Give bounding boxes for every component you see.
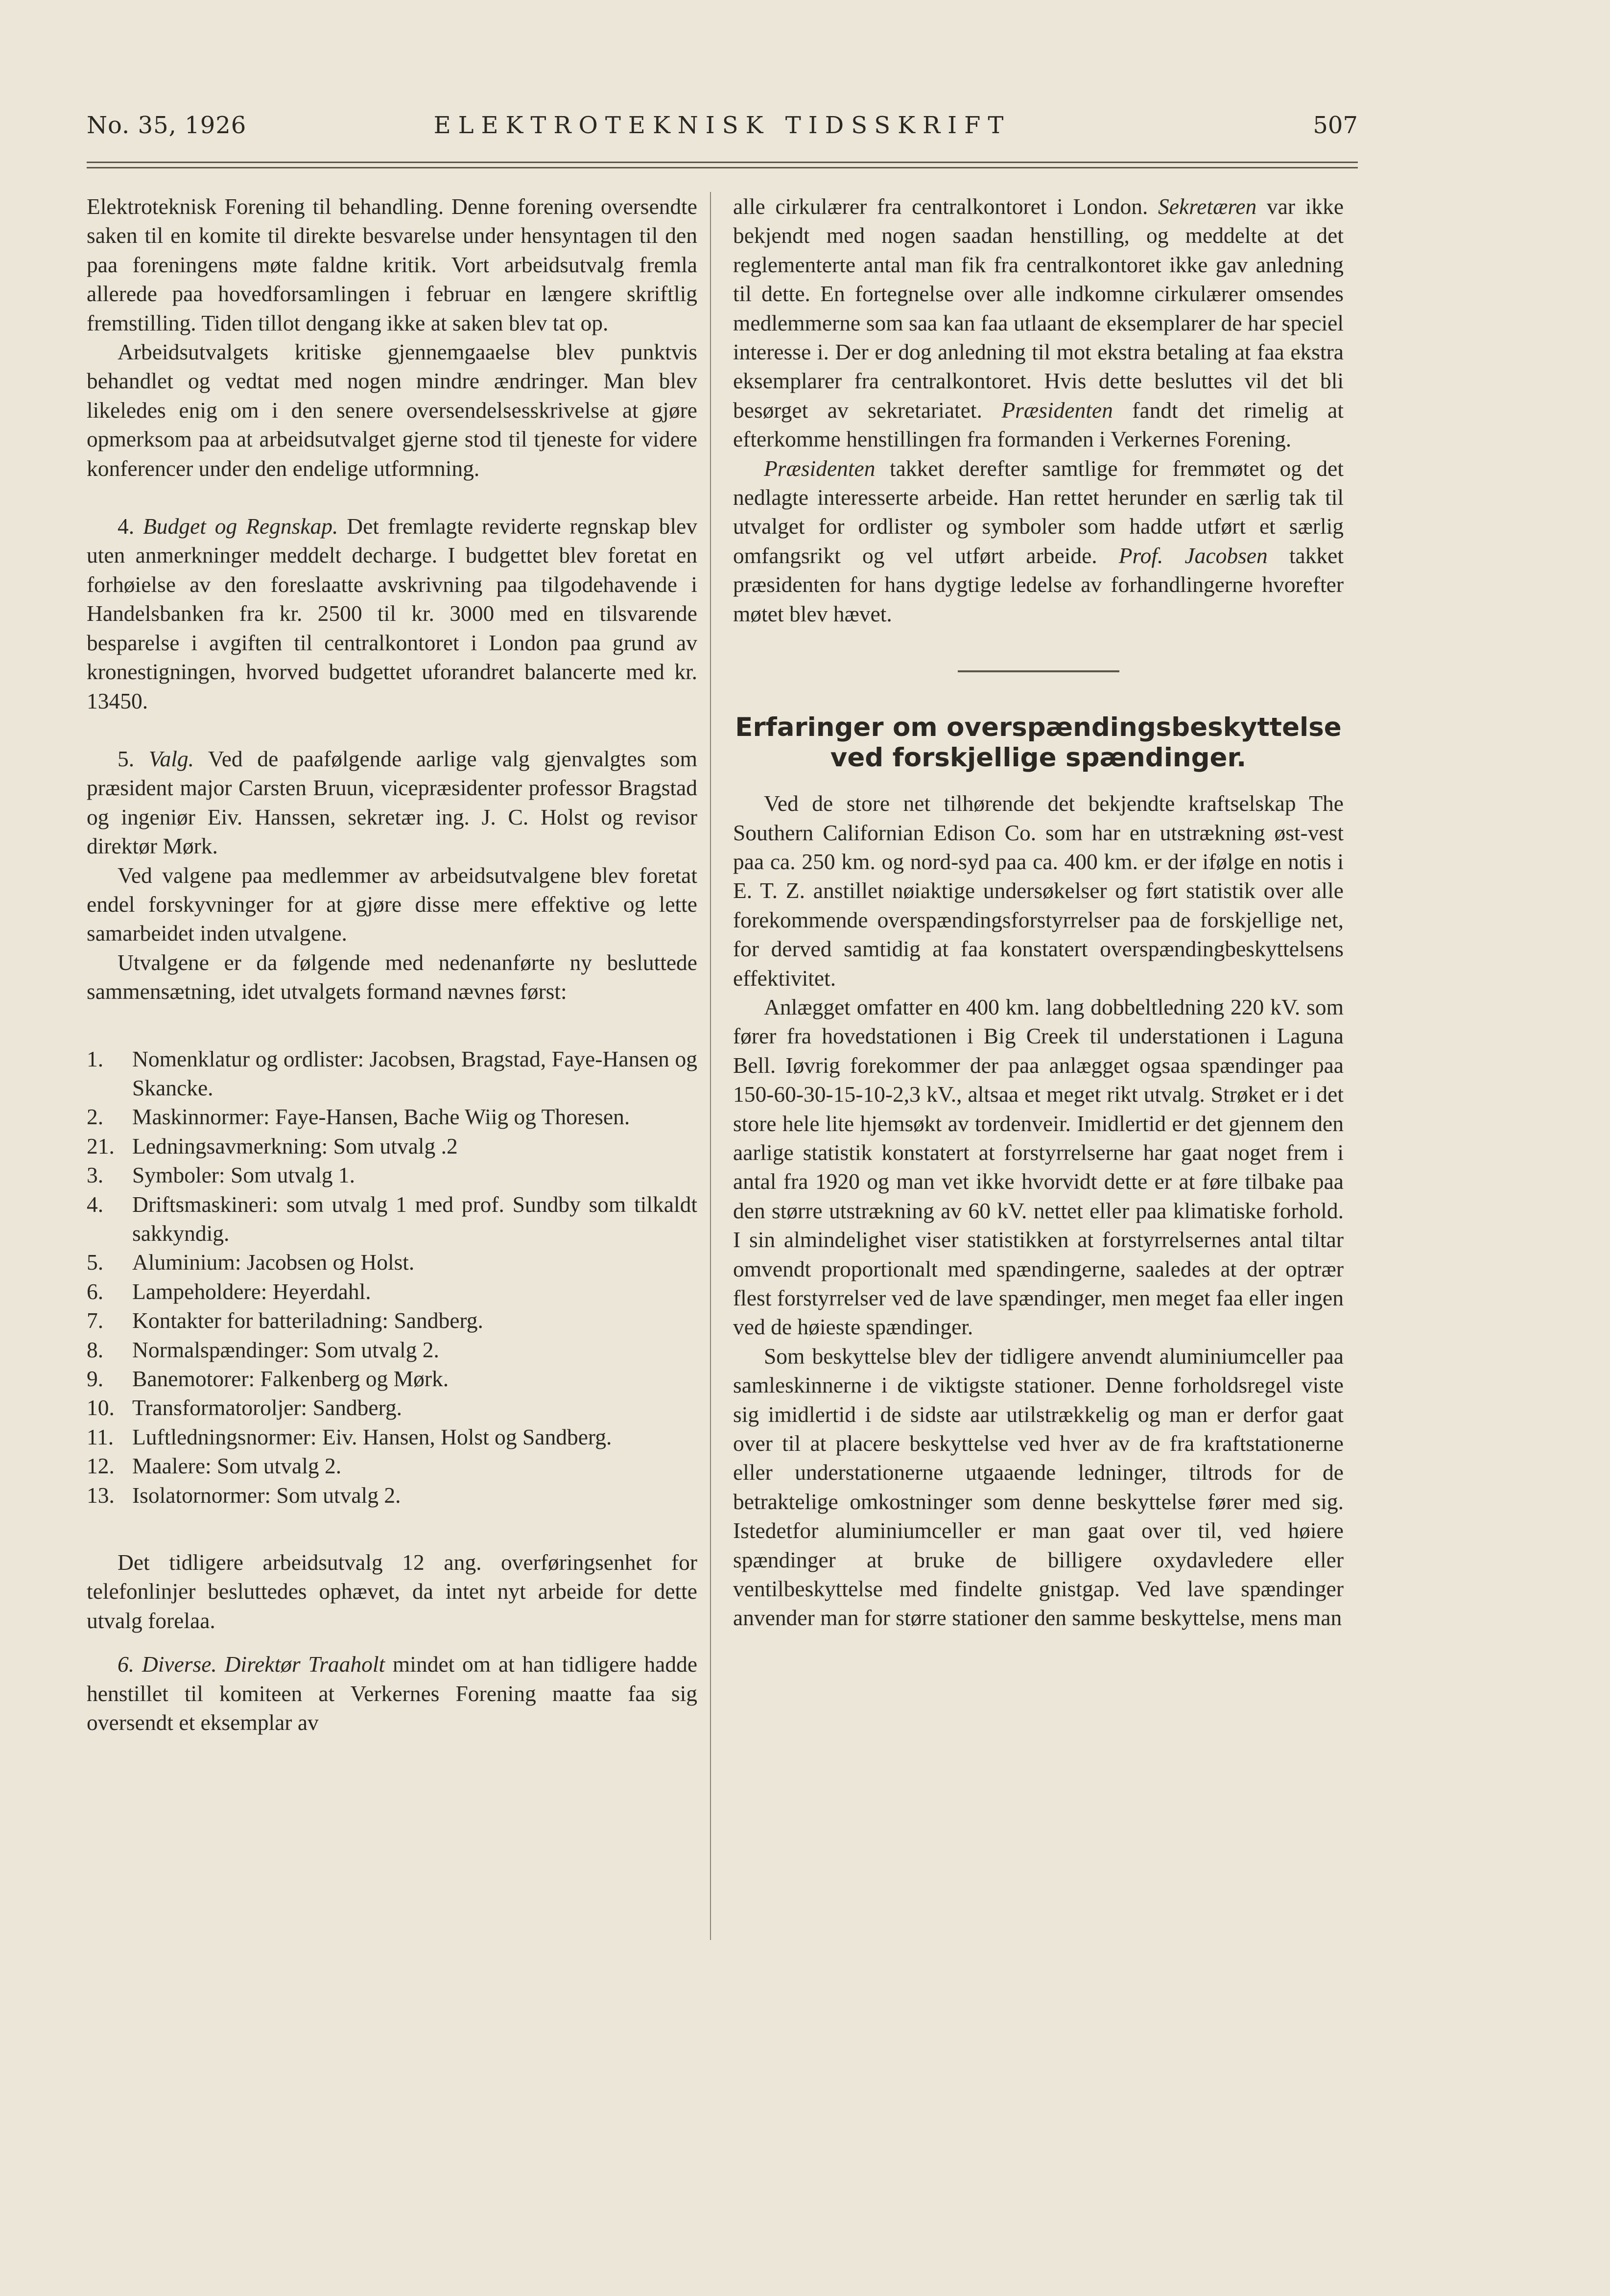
committee-item	[87, 1160, 697, 1189]
committee-number: 11.	[87, 1424, 114, 1449]
committee-text: Isolatornormer: Som utvalg 2.	[132, 1482, 401, 1508]
person-name: Direktør Traaholt	[224, 1652, 385, 1677]
journal-title: ELEKTROTEKNISK TIDSSKRIFT	[433, 112, 1011, 139]
committee-list	[87, 1044, 697, 1510]
committee-item	[87, 1393, 697, 1422]
committee-number: 8.	[87, 1337, 104, 1362]
committee-text: Nomenklatur og ordlister: Jacobsen, Bragstad, Faye-Hansen og Skancke.	[132, 1046, 697, 1100]
person-role: Præsidenten	[764, 455, 876, 481]
paragraph	[733, 192, 1344, 454]
text-run: alle cirkulærer fra centralkontoret i London.	[733, 194, 1148, 219]
column-divider	[710, 192, 711, 1940]
paragraph	[733, 454, 1344, 628]
issue-number: No. 35, 1926	[87, 112, 247, 139]
committee-number: 4.	[87, 1191, 104, 1217]
committee-text: Driftsmaskineri: som utvalg 1 med prof. Sundby som tilkaldt sakkyndig.	[132, 1191, 697, 1246]
committee-number: 9.	[87, 1366, 104, 1392]
section-heading: Valg.	[148, 746, 194, 771]
committee-text: Ledningsavmerkning: Som utvalg .2	[132, 1133, 458, 1159]
running-header	[87, 112, 1358, 146]
committee-number: 12.	[87, 1453, 115, 1479]
committee-item	[87, 1451, 697, 1480]
committee-item	[87, 1044, 697, 1103]
committee-item	[87, 1481, 697, 1510]
article-title-line: Erfaringer om overspændingsbeskyttelse	[735, 712, 1342, 743]
committee-item	[87, 1102, 697, 1131]
committee-number: 6.	[87, 1278, 104, 1304]
left-column	[87, 192, 697, 1737]
committee-text: Lampeholdere: Heyerdahl.	[132, 1278, 371, 1304]
section-separator	[958, 670, 1119, 672]
page-number: 507	[1313, 112, 1358, 139]
paragraph: Anlægget omfatter en 400 km. lang dobbeltledning 220 kV. som fører fra hovedstationen i Big Creek til understationen i Laguna Bell. Iøvrig forekommer der paa anlægget ogsaa spændinger paa 150-60-30-15-10-2,3 kV., altsaa et meget rikt utvalg. Strøket er i det store hele lite hjemsøkt av tordenveir. Imidlertid er det gjennem den aarlige statistik konstatert at forstyrrelserne har gaat noget frem i antal fra 1920 og man vet ikke hvorvidt dette er at føre tilbake paa den større utstrækning av 60 kV. nettet eller paa klimatiske forhold. I sin almindelighet viser statistikken at forstyrrelsernes antal tiltar omvendt proportionalt med spændingerne, saaledes at der optrær flest forstyrrelser ved de lave spændinger, men meget faa eller ingen ved de høieste spændinger.	[733, 994, 1344, 1340]
committee-item	[87, 1364, 697, 1393]
committee-text: Luftledningsnormer: Eiv. Hansen, Holst og Sandberg.	[132, 1424, 612, 1449]
section-text: Ved de paafølgende aarlige valg gjenvalgtes som præsident major Carsten Bruun, vicepræsidenter professor Bragstad og ingeniør Eiv. Hanssen, sekretær ing. J. C. Holst og revisor direktør Mørk.	[87, 746, 698, 859]
article-title-line: ved forskjellige spændinger.	[830, 743, 1247, 773]
committee-number: 13.	[87, 1482, 115, 1508]
committee-number: 3.	[87, 1162, 104, 1188]
section-budget	[87, 512, 697, 715]
committee-text: Transformatoroljer: Sandberg.	[132, 1395, 402, 1420]
paragraph: Elektroteknisk Forening til behandling. Denne forening oversendte saken til en komite til direkte besvarelse under hensyntagen til den paa foreningens møte faldne kritik. Vort arbeidsutvalg fremla allerede paa hovedforsamlingen i februar en længere skriftlig fremstilling. Tiden tillot dengang ikke at saken blev tat op.	[87, 194, 697, 335]
committee-item	[87, 1306, 697, 1335]
paragraph: Utvalgene er da følgende med nedenanførte ny besluttede sammensætning, idet utvalgets formand nævnes først:	[87, 949, 697, 1004]
committee-number: 7.	[87, 1308, 104, 1333]
person-name: Prof. Jacobsen	[1118, 543, 1268, 568]
committee-number: 1.	[87, 1046, 104, 1071]
committee-text: Normalspændinger: Som utvalg 2.	[132, 1337, 439, 1362]
committee-text: Aluminium: Jacobsen og Holst.	[132, 1250, 415, 1275]
section-number: 6.	[118, 1652, 135, 1677]
section-number: 5.	[118, 746, 135, 771]
section-text: Det fremlagte reviderte regnskap blev uten anmerkninger meddelt decharge. I budgettet blev foretat en forhøielse av den foreslaatte avskrivning paa tilgodehavende i Handelsbanken fra kr. 2500 til kr. 3000 med en tilsvarende besparelse i avgiften til centralkontoret i London paa grund av kronestigningen, hvorved budgettet uforandret balancerte med kr. 13450.	[87, 514, 698, 713]
committee-number: 21.	[87, 1133, 115, 1159]
committee-text: Banemotorer: Falkenberg og Mørk.	[132, 1366, 449, 1392]
committee-text: Kontakter for batteriladning: Sandberg.	[132, 1308, 483, 1333]
paragraph: Ved valgene paa medlemmer av arbeidsutvalgene blev foretat endel forskyvninger for at gjøre disse mere effektive og lette samarbeidet inden utvalgene.	[87, 862, 697, 946]
committee-number: 10.	[87, 1395, 115, 1420]
committee-item	[87, 1248, 697, 1277]
committee-number: 2.	[87, 1104, 104, 1130]
committee-item	[87, 1335, 697, 1364]
right-column	[733, 192, 1344, 1633]
paragraph: Det tidligere arbeidsutvalg 12 ang. overføringsenhet for telefonlinjer besluttedes ophævet, da intet nyt arbeide for dette utvalg forelaa.	[87, 1550, 697, 1633]
section-heading: Budget og Regnskap.	[143, 514, 338, 539]
committee-text: Maskinnormer: Faye-Hansen, Bache Wiig og Thoresen.	[132, 1104, 630, 1130]
header-rule-bottom	[87, 167, 1358, 168]
paragraph: Som beskyttelse blev der tidligere anvendt aluminiumceller paa samleskinnerne i de viktigste stationer. Denne forholdsregel viste sig imidlertid i de sidste aar utilstrækkelig og man er derfor gaat over til at placere beskyttelse ved hver av de fra kraftstationerne eller understationerne utgaaende ledninger, tiltrods for de betraktelige omkostninger som denne beskyttelse fører med sig. Istedetfor aluminiumceller er man gaat over til, ved høiere spændinger at bruke de billigere oxydavledere eller ventilbeskyttelse med findelte gnistgap. Ved lave spændinger anvender man for større stationer den samme beskyttelse, mens man	[733, 1343, 1344, 1631]
committee-number: 5.	[87, 1250, 104, 1275]
committee-item	[87, 1422, 697, 1451]
text-run: takket derefter samtlige for fremmøtet og det nedlagte interesserte arbeide. Han rettet herunder en særlig tak til utvalget for ordlister og symboler som hadde utført et særlig omfangsrikt og vel utført arbeide.	[733, 455, 1344, 568]
text-run: takket præsidenten for hans dygtige ledelse av forhandlingerne hvorefter møtet blev hævet.	[733, 543, 1344, 626]
committee-item	[87, 1190, 697, 1248]
person-role: Sekretæren	[1158, 194, 1257, 219]
text-run: var ikke bekjendt med nogen saadan henstilling, og meddelte at det reglementerte antal man fik fra centralkontoret ikke gav anledning til dette. En fortegnelse over alle indkomne cirkulærer omsendes medlemmerne som saa kan faa utlaant de eksemplarer de har speciel interesse i. Der er dog anledning til mot ekstra betaling at faa ekstra eksemplarer fra centralkontoret. Hvis dette besluttes vil det bli besørget av sekretariatet.	[733, 194, 1344, 423]
section-valg	[87, 744, 697, 861]
section-number: 4.	[118, 514, 135, 539]
article-title	[733, 712, 1344, 773]
section-diverse	[87, 1650, 697, 1737]
paragraph: Arbeidsutvalgets kritiske gjennemgaaelse blev punktvis behandlet og vedtat med nogen mindre ændringer. Man blev likeledes enig om i den senere oversendelsesskrivelse at gjøre opmerksom paa at arbeidsutvalget gjerne stod til tjeneste for videre konferencer under den endelige utformning.	[87, 339, 697, 481]
committee-item	[87, 1132, 697, 1160]
committee-item	[87, 1277, 697, 1306]
section-text: mindet om at han tidligere hadde henstillet til komiteen at Verkernes Forening maatte faa sig oversendt et eksemplar av	[87, 1652, 698, 1735]
section-heading: Diverse.	[142, 1652, 217, 1677]
paragraph: Ved de store net tilhørende det bekjendte kraftselskap The Southern Californian Edison Co. som har en utstrækning øst-vest paa ca. 250 km. og nord-syd paa ca. 400 km. er der ifølge en notis i E. T. Z. anstillet nøiaktige undersøkelser og ført statistik over alle forekommende overspændingsforstyrrelser paa de forskjellige net, for derved samtidig at faa konstatert overspændingbeskyttelsens effektivitet.	[733, 791, 1344, 991]
header-rule-top	[87, 162, 1358, 163]
person-role: Præsidenten	[1001, 397, 1113, 423]
committee-text: Maalere: Som utvalg 2.	[132, 1453, 342, 1479]
committee-text: Symboler: Som utvalg 1.	[132, 1162, 355, 1188]
text-run: fandt det rimelig at efterkomme henstillingen fra formanden i Verkernes Forening.	[733, 397, 1344, 452]
